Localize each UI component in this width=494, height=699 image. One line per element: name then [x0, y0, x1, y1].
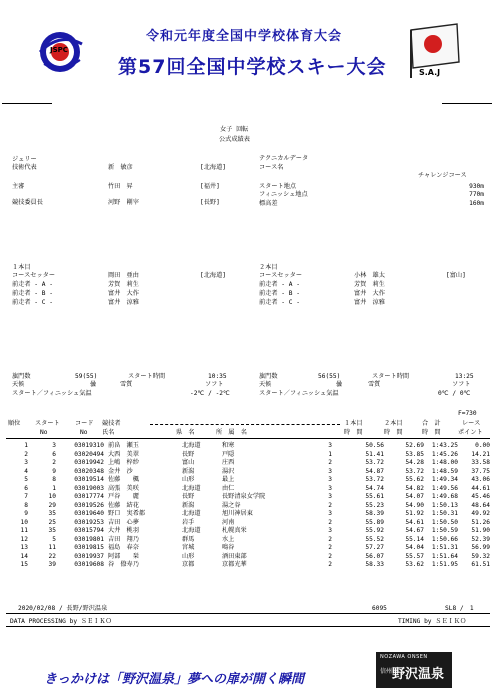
run2-time-cell: 55.14	[405, 535, 424, 543]
header-rank: 順位	[8, 420, 21, 427]
start-no-cell: 11	[48, 544, 56, 551]
run1-time-cell: 54.87	[365, 467, 384, 475]
group-cell: 2	[328, 501, 332, 509]
school-cell: 戸隠	[222, 450, 235, 458]
header-rule-right	[442, 103, 492, 104]
points-cell: 59.32	[471, 552, 490, 560]
points-cell: 45.46	[471, 493, 490, 500]
result-row	[6, 519, 490, 528]
run2-time-cell: 51.92	[405, 510, 424, 517]
gates-label: 旗門数	[259, 373, 278, 380]
forerunner-name: 芳賀 莉生	[108, 281, 139, 288]
snow-value: ソフト	[452, 381, 471, 388]
school-cell: 旭川神居東	[222, 510, 253, 517]
header-pref: 県 名	[176, 429, 195, 436]
rank-cell: 5	[24, 476, 28, 483]
group-cell: 3	[328, 484, 332, 492]
result-row	[6, 468, 490, 477]
tech-label: フィニッシュ地点	[259, 191, 308, 198]
forerunner-name: 富井 涼雅	[354, 299, 385, 306]
result-row	[6, 442, 490, 451]
rank-cell: 2	[24, 450, 28, 458]
weather-value: 曇	[336, 381, 343, 388]
result-row	[6, 459, 490, 468]
rank-cell: 7	[24, 493, 28, 500]
run2-time-cell: 53.62	[405, 561, 424, 568]
forerunner-name: 富井 大作	[108, 290, 139, 297]
start-time-label: スタート時間	[128, 373, 166, 380]
pref-cell: 山形	[182, 476, 195, 483]
school-cell: 長野清泉女学院	[222, 493, 266, 500]
forerunner-name: 芳賀 莉生	[354, 281, 385, 288]
snow-label: 雪質	[368, 381, 381, 388]
header-total-time: 時 間	[422, 429, 441, 436]
pref-cell: 北海道	[182, 510, 201, 517]
start-no-cell: 39	[48, 561, 56, 568]
result-row	[6, 536, 490, 545]
weather-label: 天候	[259, 381, 272, 388]
group-cell: 2	[328, 561, 332, 568]
school-cell: 河南	[222, 518, 235, 526]
total-time-cell: 1:51.31	[431, 544, 458, 551]
group-cell: 2	[328, 544, 332, 551]
total-time-cell: 1:45.26	[431, 450, 458, 458]
group-cell: 2	[328, 552, 332, 560]
run1-time-cell: 58.39	[365, 510, 384, 517]
header-total: 合 計	[422, 420, 441, 427]
points-cell: 52.39	[471, 535, 490, 543]
jury-role: 主審	[12, 183, 25, 190]
name-cell: 前畠 瀬玉	[108, 442, 139, 449]
school-cell: 鳴谷	[222, 544, 235, 551]
results-table	[6, 442, 490, 570]
start-no-cell: 2	[52, 459, 56, 466]
footer-rule-top	[6, 613, 490, 614]
jury-name: 竹田 昇	[108, 183, 133, 190]
course-label: コース名	[259, 164, 284, 171]
snow-value: ソフト	[205, 381, 224, 388]
result-row	[6, 485, 490, 494]
run1-time-cell: 58.33	[365, 561, 384, 568]
run1-time-cell: 57.27	[365, 544, 384, 551]
run1-time-cell: 55.23	[365, 501, 384, 509]
tech-value: 160m	[469, 200, 484, 207]
school-cell: 札幌真栄	[222, 527, 247, 534]
code-cell: 03019801	[74, 535, 104, 543]
rank-cell: 9	[24, 510, 28, 517]
forerunner-label: 前走者 - B -	[12, 290, 53, 297]
snow-label: 雪質	[120, 381, 133, 388]
saj-text: S.A.J	[419, 68, 441, 77]
school-cell: 湯之谷	[222, 501, 241, 509]
forerunner-label: 前走者 - B -	[259, 290, 300, 297]
total-time-cell: 1:50.66	[431, 535, 458, 543]
tech-value: 930m	[469, 183, 484, 190]
code-cell: 03019608	[74, 561, 104, 568]
group-cell: 3	[328, 527, 332, 534]
gates-value: 56(55)	[318, 373, 341, 380]
header-code-no: No	[80, 429, 88, 436]
jury-pref: [福井]	[200, 183, 220, 190]
rank-cell: 12	[20, 535, 28, 543]
pref-cell: 新潟	[182, 501, 195, 509]
temp-value: -2℃ / -2℃	[190, 390, 230, 397]
header-code: コード	[75, 420, 94, 427]
start-no-cell: 6	[52, 450, 56, 458]
nozawa-logo-small: 信州	[380, 668, 393, 675]
header-points: ポイント	[458, 429, 483, 436]
start-no-cell: 3	[52, 442, 56, 449]
pref-cell: 山形	[182, 552, 195, 560]
total-time-cell: 1:51.95	[431, 561, 458, 568]
slogan: きっかけは「野沢温泉」夢への扉が開く瞬間	[44, 672, 305, 687]
gates-value: 59(55)	[75, 373, 98, 380]
discipline-title: 女子 回転	[220, 126, 249, 133]
total-time-cell: 1:49.68	[431, 493, 458, 500]
jury-name: 河野 剛宰	[108, 199, 139, 206]
points-cell: 49.92	[471, 510, 490, 517]
run1-time-cell: 51.41	[365, 450, 384, 458]
header-run1: １本目	[344, 420, 363, 427]
pref-cell: 群馬	[182, 535, 195, 543]
start-no-cell: 22	[48, 552, 56, 560]
result-row	[6, 502, 490, 511]
name-cell: 金井 沙	[108, 467, 133, 475]
start-no-cell: 8	[52, 476, 56, 483]
code-cell: 03019253	[74, 518, 104, 526]
pref-cell: 北海道	[182, 527, 201, 534]
total-time-cell: 1:43.25	[431, 442, 458, 449]
group-cell: 2	[328, 459, 332, 466]
run1-time-cell: 55.61	[365, 493, 384, 500]
start-no-cell: 29	[48, 501, 56, 509]
run1-time-cell: 53.72	[365, 459, 384, 466]
group-cell: 3	[328, 510, 332, 517]
run2-time-cell: 55.62	[405, 476, 424, 483]
rank-cell: 4	[24, 467, 28, 475]
course-name: チャレンジコース	[418, 172, 467, 179]
result-row	[6, 451, 490, 460]
nozawa-logo	[376, 652, 452, 688]
jury-role: 競技委員長	[12, 199, 43, 206]
saj-logo	[405, 22, 463, 80]
run1-time-cell: 56.07	[365, 552, 384, 560]
rank-cell: 11	[20, 527, 28, 534]
start-time-label: スタート時間	[372, 373, 410, 380]
run1-time-cell: 50.56	[365, 442, 384, 449]
school-cell: 水上	[222, 535, 235, 543]
code-cell: 03019003	[74, 484, 104, 492]
name-cell: 高張 美咲	[108, 484, 139, 492]
forerunner-name: 富井 大作	[354, 290, 385, 297]
pref-cell: 北海道	[182, 442, 201, 449]
points-cell: 14.21	[471, 450, 490, 458]
name-cell: 大井 桃羽	[108, 527, 139, 534]
result-row	[6, 527, 490, 536]
start-no-cell: 1	[52, 484, 56, 492]
name-cell: 戸谷 麗	[108, 493, 139, 500]
forerunner-label: 前走者 - A -	[259, 281, 300, 288]
code-cell: 03020348	[74, 467, 104, 475]
footer-rule-bottom	[6, 626, 490, 627]
code-cell: 03019815	[74, 544, 104, 551]
start-no-cell: 35	[48, 527, 56, 534]
school-cell: 京都光華	[222, 561, 247, 568]
run1-setter-name: 岡田 亜由	[108, 272, 139, 279]
group-cell: 3	[328, 442, 332, 449]
points-cell: 51.90	[471, 527, 490, 534]
points-cell: 61.51	[471, 561, 490, 568]
tech-label: 標高差	[259, 200, 278, 207]
name-cell: 大西 美翠	[108, 450, 139, 458]
code-cell: 03015794	[74, 527, 104, 534]
run2-time-cell: 54.07	[405, 493, 424, 500]
name-cell: 阿部 栞	[108, 552, 139, 560]
total-time-cell: 1:50.59	[431, 527, 458, 534]
pref-cell: 長野	[182, 450, 195, 458]
total-time-cell: 1:50.31	[431, 510, 458, 517]
run1-time-cell: 53.72	[365, 476, 384, 483]
run1-time-cell: 54.74	[365, 484, 384, 492]
rank-cell: 14	[20, 552, 28, 560]
name-cell: 上嶋 梓紗	[108, 459, 139, 466]
name-cell: 佐藤 楓	[108, 476, 139, 483]
code-cell: 03020494	[74, 450, 104, 458]
group-cell: 3	[328, 467, 332, 475]
pref-cell: 新潟	[182, 467, 195, 475]
start-time-value: 13:25	[455, 373, 474, 380]
school-cell: 湯沢	[222, 467, 235, 475]
date-place: 2020/02/08 / 長野/野沢温泉	[18, 605, 108, 612]
header-rule-left	[2, 103, 52, 104]
school-cell: 酒田東部	[222, 552, 247, 560]
data-processing: DATA PROCESSING by ＳＥＩＫＯ	[10, 618, 112, 625]
total-time-cell: 1:51.64	[431, 552, 458, 560]
run2-time-cell: 54.61	[405, 518, 424, 526]
nozawa-logo-main: 野沢温泉	[392, 667, 445, 682]
run2-time-cell: 55.57	[405, 552, 424, 560]
rank-cell: 3	[24, 459, 28, 466]
group-cell: 3	[328, 476, 332, 483]
group-cell: 1	[328, 450, 332, 458]
temp-label: スタート／フィニッシュ気温	[12, 390, 92, 397]
nozawa-logo-top: NOZAWA ONSEN	[380, 654, 428, 660]
run1-time-cell: 55.92	[365, 527, 384, 534]
start-no-cell: 9	[52, 467, 56, 475]
tech-value: 770m	[469, 191, 484, 198]
run2-time-cell: 54.04	[405, 544, 424, 551]
school-cell: 最上	[222, 476, 235, 483]
result-row	[6, 544, 490, 553]
run2-heading: ２本目	[259, 264, 278, 271]
pref-cell: 京都	[182, 561, 195, 568]
event-subtitle: 令和元年度全国中学校体育大会	[146, 29, 343, 44]
points-cell: 48.64	[471, 501, 490, 509]
code-cell: 03019937	[74, 552, 104, 560]
header-race: レース	[462, 420, 481, 427]
group-cell: 2	[328, 518, 332, 526]
jury-pref: [長野]	[200, 199, 220, 206]
header-run2-time: 時 間	[384, 429, 403, 436]
page-number: SL8 / 1	[445, 605, 474, 612]
pref-cell: 長野	[182, 493, 195, 500]
event-title: 第57回全国中学校スキー大会	[118, 56, 387, 78]
results-top-rule	[6, 438, 490, 439]
rank-cell: 10	[20, 518, 28, 526]
run2-setter-name: 小林 雄太	[354, 272, 385, 279]
total-time-cell: 1:49.56	[431, 484, 458, 492]
run2-time-cell: 53.72	[405, 467, 424, 475]
points-cell: 56.99	[471, 544, 490, 551]
start-no-cell: 35	[48, 510, 56, 517]
total-time-cell: 1:49.34	[431, 476, 458, 483]
points-cell: 33.58	[471, 459, 490, 466]
points-cell: 44.61	[471, 484, 490, 492]
total-time-cell: 1:48.59	[431, 467, 458, 475]
run2-time-cell: 54.28	[405, 459, 424, 466]
weather-label: 天候	[12, 381, 25, 388]
header-dashed-rule	[150, 424, 340, 425]
header-name: 氏名	[102, 429, 115, 436]
start-no-cell: 5	[52, 535, 56, 543]
tech-heading: テクニカルデータ	[259, 155, 309, 162]
pref-cell: 宮城	[182, 544, 195, 551]
rank-cell: 1	[24, 442, 28, 449]
jury-heading: ジュリー	[12, 156, 37, 163]
run2-time-cell: 54.90	[405, 501, 424, 509]
header-school: 所 属 名	[216, 429, 247, 436]
name-cell: 谷 僚寿乃	[108, 561, 139, 568]
gates-label: 旗門数	[12, 373, 31, 380]
forerunner-name: 富井 涼雅	[108, 299, 139, 306]
header-competitor: 競技者	[102, 420, 121, 427]
jspc-logo-text: JSPC	[50, 46, 68, 54]
rank-cell: 8	[24, 501, 28, 509]
header-start-no: No	[40, 429, 48, 436]
weather-value: 曇	[90, 381, 97, 388]
header-start: スタート	[35, 420, 60, 427]
run1-setter-label: コースセッター	[12, 272, 56, 279]
name-cell: 吉田 翔乃	[108, 535, 139, 543]
run2-time-cell: 52.69	[405, 442, 424, 449]
forerunner-label: 前走者 - C -	[12, 299, 53, 306]
run2-time-cell: 54.82	[405, 484, 424, 492]
timing-credit: TIMING by ＳＥＩＫＯ	[398, 618, 467, 625]
tech-label: スタート地点	[259, 183, 297, 190]
temp-value: 0℃ / 0℃	[438, 390, 471, 397]
doc-code: 6095	[372, 605, 387, 612]
pref-cell: 岩手	[182, 518, 195, 526]
result-row	[6, 561, 490, 570]
school-cell: 由仁	[222, 484, 235, 492]
jury-pref: [北海道]	[200, 164, 227, 171]
code-cell: 03017774	[74, 493, 104, 500]
temp-label: スタート／フィニッシュ気温	[259, 390, 339, 397]
total-time-cell: 1:50.50	[431, 518, 458, 526]
points-cell: 43.06	[471, 476, 490, 483]
pref-cell: 富山	[182, 459, 195, 466]
start-no-cell: 10	[48, 493, 56, 500]
document-title: 公式成績表	[219, 136, 250, 143]
code-cell: 03019514	[74, 476, 104, 483]
jury-name: 新 敏彦	[108, 164, 133, 171]
jspc-logo	[36, 26, 88, 78]
f-value: F=730	[458, 410, 477, 417]
school-cell: 庄西	[222, 459, 235, 466]
rank-cell: 13	[20, 544, 28, 551]
name-cell: 野口 実希都	[108, 510, 146, 517]
code-cell: 03019640	[74, 510, 104, 517]
header-run1-time: 時 間	[344, 429, 363, 436]
total-time-cell: 1:50.13	[431, 501, 458, 509]
forerunner-label: 前走者 - C -	[259, 299, 300, 306]
run2-time-cell: 54.67	[405, 527, 424, 534]
code-cell: 03019310	[74, 442, 104, 449]
run1-setter-pref: [北海道]	[200, 272, 227, 279]
name-cell: 福島 春奈	[108, 544, 139, 551]
group-cell: 3	[328, 493, 332, 500]
name-cell: 吉田 心夢	[108, 518, 139, 526]
code-cell: 03019942	[74, 459, 104, 466]
result-row	[6, 493, 490, 502]
start-no-cell: 25	[48, 518, 56, 526]
run1-time-cell: 55.52	[365, 535, 384, 543]
run1-heading: １本目	[12, 264, 31, 271]
school-cell: 和寒	[222, 442, 235, 449]
run1-time-cell: 55.89	[365, 518, 384, 526]
group-cell: 2	[328, 535, 332, 543]
points-cell: 37.75	[471, 467, 490, 475]
jury-role: 技術代表	[12, 164, 37, 171]
points-cell: 51.26	[471, 518, 490, 526]
result-row	[6, 553, 490, 562]
forerunner-label: 前走者 - A -	[12, 281, 53, 288]
run2-setter-pref: [富山]	[446, 272, 466, 279]
pref-cell: 北海道	[182, 484, 201, 492]
rank-cell: 15	[20, 561, 28, 568]
name-cell: 佐藤 結花	[108, 501, 139, 509]
code-cell: 03019526	[74, 501, 104, 509]
start-time-value: 10:35	[208, 373, 227, 380]
result-row	[6, 510, 490, 519]
rank-cell: 6	[24, 484, 28, 492]
run2-time-cell: 53.85	[405, 450, 424, 458]
points-cell: 0.00	[475, 442, 490, 449]
total-time-cell: 1:48.00	[431, 459, 458, 466]
header-run2: ２本目	[384, 420, 403, 427]
result-row	[6, 476, 490, 485]
run2-setter-label: コースセッター	[259, 272, 303, 279]
